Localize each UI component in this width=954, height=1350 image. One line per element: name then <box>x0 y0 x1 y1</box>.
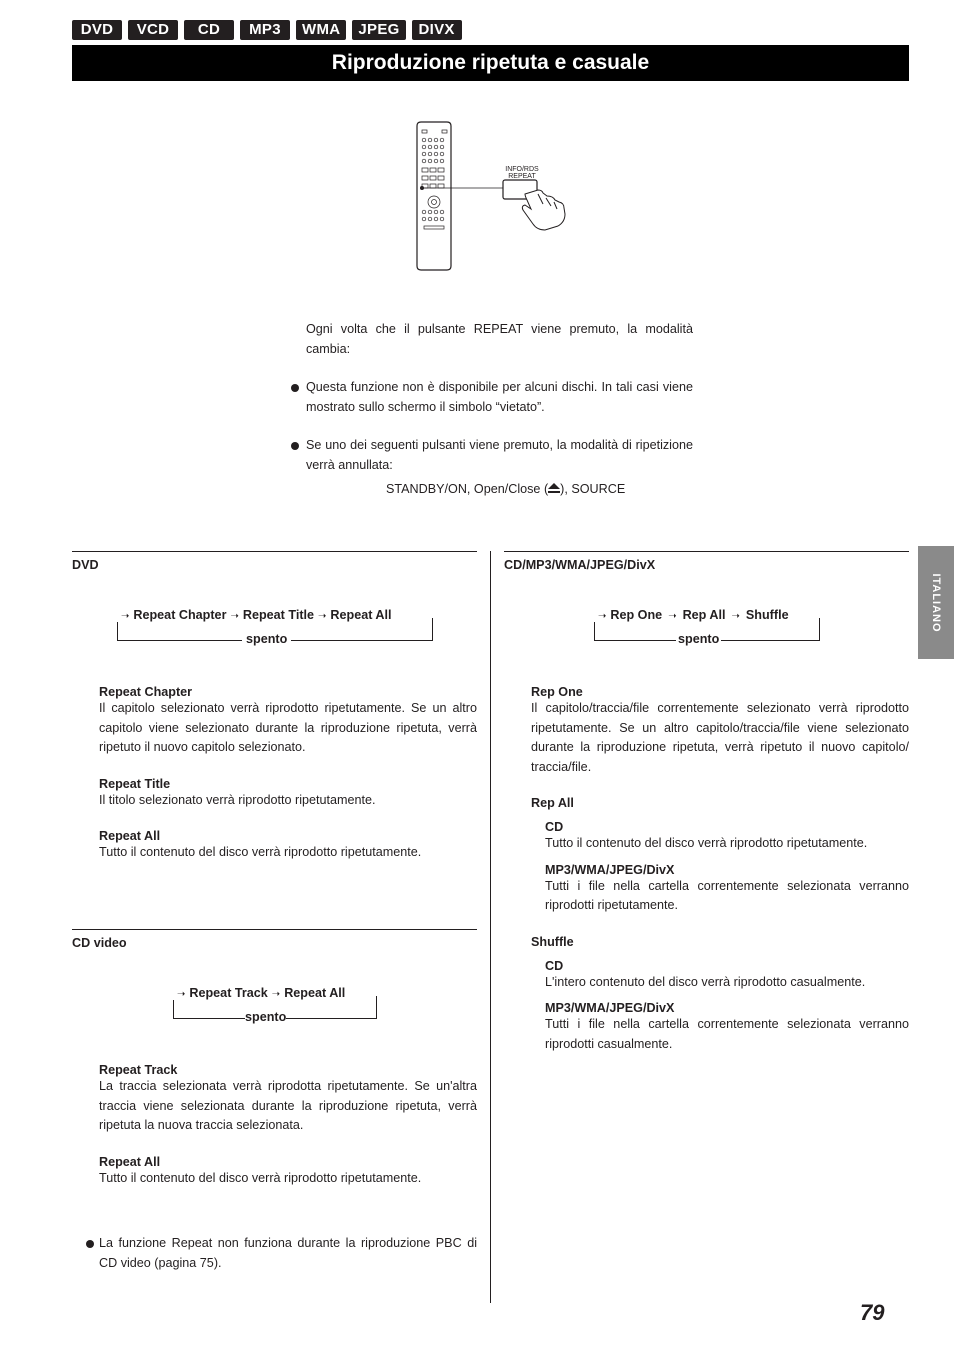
pointing-hand-icon <box>522 190 565 230</box>
sub-desc-cd: Tutto il contenuto del disco verrà riprodotto ripetutamente. <box>545 836 868 850</box>
eject-icon <box>548 483 560 497</box>
term-shuffle: Shuffle <box>531 934 574 949</box>
arrow-icon: ➝ <box>230 611 239 622</box>
bullet-dot <box>86 1240 94 1248</box>
term-rep-all: Rep All <box>531 796 574 810</box>
page-number: 79 <box>860 1300 885 1325</box>
vcd-note: La funzione Repeat non funziona durante la riproduzione PBC di CD video (pagina 75). <box>99 1236 477 1270</box>
cycle-item: Rep All <box>682 608 726 622</box>
desc-rep-one: Il capitolo/traccia/file correntemente selezionato verrà riprodotto ripetutamente. Se un altro capitolo/traccia/file viene selezionato durante la riproduzione ripetuta, verrà ripetuto il nuovo capitolo/ traccia/file. <box>531 701 909 774</box>
arrow-icon: ➝ <box>121 611 130 622</box>
sub-label-cd: CD <box>545 820 564 834</box>
sub-label-mp3: MP3/WMA/JPEG/DivX <box>545 1001 675 1015</box>
term-repeat-all: Repeat All <box>99 1154 161 1169</box>
cd-descriptions <box>531 685 909 1054</box>
badge-jpeg: JPEG <box>352 20 405 40</box>
cancel-buttons-pre: STANDBY/ON, Open/Close ( <box>386 482 549 496</box>
term-rep-one: Rep One <box>531 685 583 699</box>
section-rule <box>504 551 909 552</box>
cycle-item: Rep One <box>610 608 663 622</box>
arrow-icon: ➝ <box>271 989 281 1000</box>
badge-dvd: DVD <box>72 20 122 40</box>
desc-repeat-all: Tutto il contenuto del disco verrà riprodotto ripetutamente. <box>99 1170 422 1185</box>
arrow-icon: ➝ <box>177 989 186 1000</box>
column-divider <box>490 551 491 1303</box>
page-title: Riproduzione ripetuta e casuale <box>72 45 909 81</box>
bullet-dot <box>291 442 299 450</box>
badge-divx: DIVX <box>412 20 462 40</box>
intro-bullet-1: Questa funzione non è disponibile per alcuni dischi. In tali casi viene mostrato sullo schermo il simbolo “vietato”. <box>306 380 693 414</box>
arrow-icon: ➝ <box>668 611 677 622</box>
desc-repeat-title: Il titolo selezionato verrà riprodotto ripetutamente. <box>99 792 376 807</box>
sub-label-cd: CD <box>545 958 564 973</box>
arrow-icon: ➝ <box>598 611 607 622</box>
cancel-buttons-list <box>386 482 625 497</box>
section-heading-cd: CD/MP3/WMA/JPEG/DivX <box>504 558 656 572</box>
side-tab-label: ITALIANO <box>930 572 942 633</box>
sub-desc-cd: L'intero contenuto del disco verrà riprodotto casualmente. <box>545 974 866 989</box>
language-side-tab <box>918 546 954 659</box>
desc-repeat-chapter: Il capitolo selezionato verrà riprodotto ripetutamente. Se un altro capitolo viene selezionato durante la riproduzione ripetuta, verrà ripetuto il nuovo capitolo selezionato. <box>99 701 477 754</box>
cancel-buttons-post: ), SOURCE <box>560 482 626 496</box>
cycle-off-label: spento <box>242 632 291 646</box>
term-repeat-chapter: Repeat Chapter <box>99 685 193 699</box>
sub-label-mp3: MP3/WMA/JPEG/DivX <box>545 862 675 877</box>
cycle-item: Repeat Track <box>189 986 268 1000</box>
section-rule <box>72 929 477 930</box>
intro-text: Ogni volta che il pulsante REPEAT viene premuto, la modalità cambia: <box>306 322 693 356</box>
badge-cd: CD <box>184 20 234 40</box>
arrow-icon: ➝ <box>731 611 740 622</box>
remote-control-icon <box>417 122 451 270</box>
cycle-item: Repeat All <box>284 986 346 1000</box>
vcd-descriptions <box>99 1063 477 1188</box>
sub-desc-mp3: Tutti i file nella cartella correntemente selezionata verranno riprodotti ripetutamente. <box>545 878 909 912</box>
shuffle-sub <box>545 959 909 1055</box>
remote-illustration <box>405 118 580 278</box>
desc-repeat-all: Tutto il contenuto del disco verrà riprodotto ripetutamente. <box>99 845 422 859</box>
desc-repeat-track: La traccia selezionata verrà riprodotta ripetutamente. Se un'altra traccia viene selezionata durante la riproduzione ripetuta, verrà ripetuta la nuova traccia selezionata. <box>99 1079 477 1132</box>
section-rule <box>72 551 477 552</box>
badge-wma: WMA <box>296 20 346 40</box>
section-heading-vcd: CD video <box>72 936 127 950</box>
button-label-info: INFO/RDS <box>505 166 539 173</box>
term-repeat-title: Repeat Title <box>99 776 171 791</box>
intro-bullet-2: Se uno dei seguenti pulsanti viene premuto, la modalità di ripetizione verrà annullata: <box>306 438 693 472</box>
bullet-dot <box>291 384 299 392</box>
term-repeat-all: Repeat All <box>99 829 161 843</box>
rep-all-sub <box>545 820 909 916</box>
sub-desc-mp3: Tutti i file nella cartella correntemente selezionata verranno riprodotti casualmente. <box>545 1017 909 1051</box>
cycle-item: Repeat Chapter <box>133 608 227 622</box>
cycle-off-label: spento <box>245 1010 287 1024</box>
cycle-off-label: spento <box>678 632 720 646</box>
button-label-repeat: REPEAT <box>508 173 536 180</box>
cycle-item: Repeat Title <box>242 608 315 622</box>
term-repeat-track: Repeat Track <box>99 1063 178 1077</box>
arrow-icon: ➝ <box>318 611 327 622</box>
badge-mp3: MP3 <box>240 20 290 40</box>
dvd-descriptions <box>99 685 477 863</box>
cycle-item: Repeat All <box>330 608 392 622</box>
badge-vcd: VCD <box>128 20 178 40</box>
cycle-item: Shuffle <box>745 608 789 622</box>
format-badges <box>72 20 462 40</box>
section-heading-dvd: DVD <box>72 558 99 572</box>
